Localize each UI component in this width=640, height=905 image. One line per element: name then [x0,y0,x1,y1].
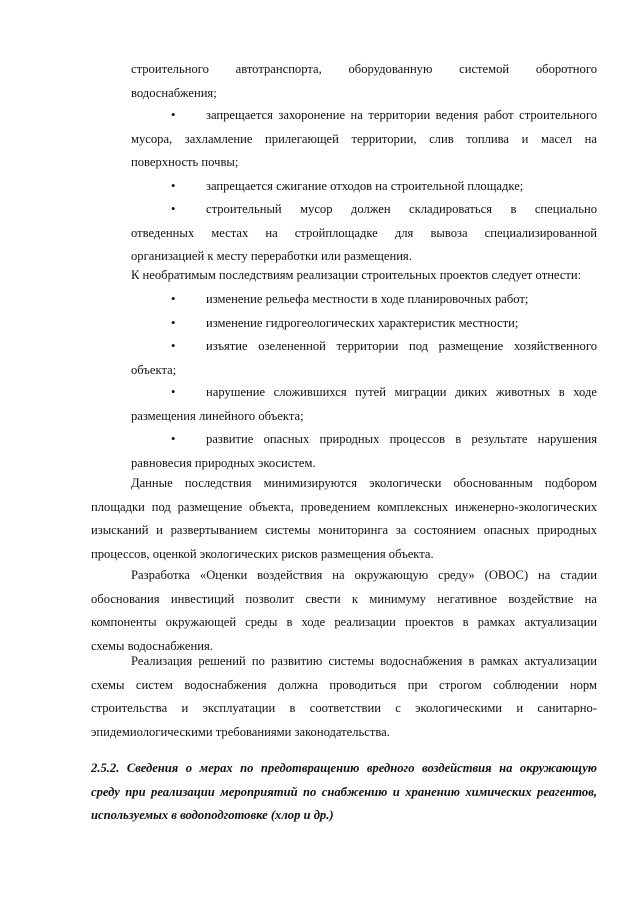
text-line: схемы систем водоснабжения должна проводиться при строгом соблюдении норм [91,677,597,692]
bullet-item [131,312,597,336]
bullet-icon: • [171,108,176,122]
text-line: Данные последствия минимизируются экологически обоснованным подбором [131,476,597,490]
bullet-text: запрещается захоронение на территории ведения работ строительного [206,108,597,122]
text-line: мусора, захламление прилегающей территории, слив топлива и масел на [131,131,597,146]
bullet-continuation [131,405,597,429]
bullet-item [131,104,597,128]
paragraph-ovos [91,564,597,658]
bullet-continuation [131,222,597,269]
bullet-text: развитие опасных природных процессов в результате нарушения [206,432,597,446]
text-line: Разработка «Оценки воздействия на окружающую среду» (ОВОС) на стадии [131,568,597,582]
text-line: организацией к месту переработки или размещения. [131,249,412,263]
text-line: компоненты окружающей среды в ходе реализации проектов в рамках актуализации [91,615,597,629]
paragraph-realization [91,650,597,744]
text-line: Реализация решений по развитию системы водоснабжения в рамках актуализации [131,654,597,668]
text-line: схемы водоснабжения. [91,638,213,653]
text-line: обоснования инвестиций позволит свести к минимуму негативное воздействие на [91,591,597,606]
bullet-icon: • [171,178,176,193]
bullet-continuation [131,359,597,383]
text-line: строительства и эксплуатации в соответствии с экологическими и санитарно- [91,701,597,715]
text-line: водоснабжения; [131,85,217,100]
paragraph-irreversible [131,264,597,288]
bullet-text: строительный мусор должен складироваться в специально [206,202,597,216]
bullet-continuation [131,128,597,175]
bullet-item [131,428,597,452]
bullet-text: запрещается сжигание отходов на строительной площадке; [206,178,524,193]
bullet-text: изменение гидрогеологических характеристик местности; [206,315,519,330]
heading-line: 2.5.2. Сведения о мерах по предотвращению вредного воздействия на окружающую [91,761,597,775]
text-line: поверхность почвы; [131,155,239,169]
heading-line: используемых в водоподготовке (хлор и др.) [91,808,334,822]
text-line: процессов, оценкой экологических рисков размещения объекта. [91,546,434,561]
paragraph-minimize [91,472,597,566]
bullet-icon: • [171,339,176,353]
bullet-text: изъятие озелененной территории под размещение хозяйственного [206,339,597,353]
heading-line: среду при реализации мероприятий по снабжению и хранению химических реагентов, [91,784,597,799]
text-line: равновесия природных экосистем. [131,455,316,470]
bullet-item [131,381,597,405]
text-line: размещения линейного объекта; [131,408,304,423]
text-line: эпидемиологическими требованиями законодательства. [91,724,390,739]
paragraph-continuation [131,58,597,105]
text-line: изысканий и развертыванием системы мониторинга за состоянием опасных природных [91,523,597,537]
text-line: отведенных местах на стройплощадке для вывоза специализированной [131,225,597,240]
bullet-icon: • [171,315,176,330]
bullet-item [131,198,597,222]
bullet-icon: • [171,292,176,306]
bullet-icon: • [171,385,176,399]
text-line: площадки под размещение объекта, проведением комплексных инженерно-экологических [91,499,597,514]
bullet-text: нарушение сложившихся путей миграции диких животных в ходе [206,385,597,399]
bullet-item [131,335,597,359]
bullet-text: изменение рельефа местности в ходе планировочных работ; [206,292,529,306]
bullet-icon: • [171,202,176,216]
bullet-icon: • [171,432,176,446]
text-line: объекта; [131,362,177,377]
section-heading [91,757,597,828]
text-line: К необратимым последствиям реализации строительных проектов следует отнести: [131,268,582,282]
bullet-item [131,175,597,199]
bullet-item [131,288,597,312]
text-line: строительного автотранспорта, оборудованную системой оборотного [131,62,597,76]
